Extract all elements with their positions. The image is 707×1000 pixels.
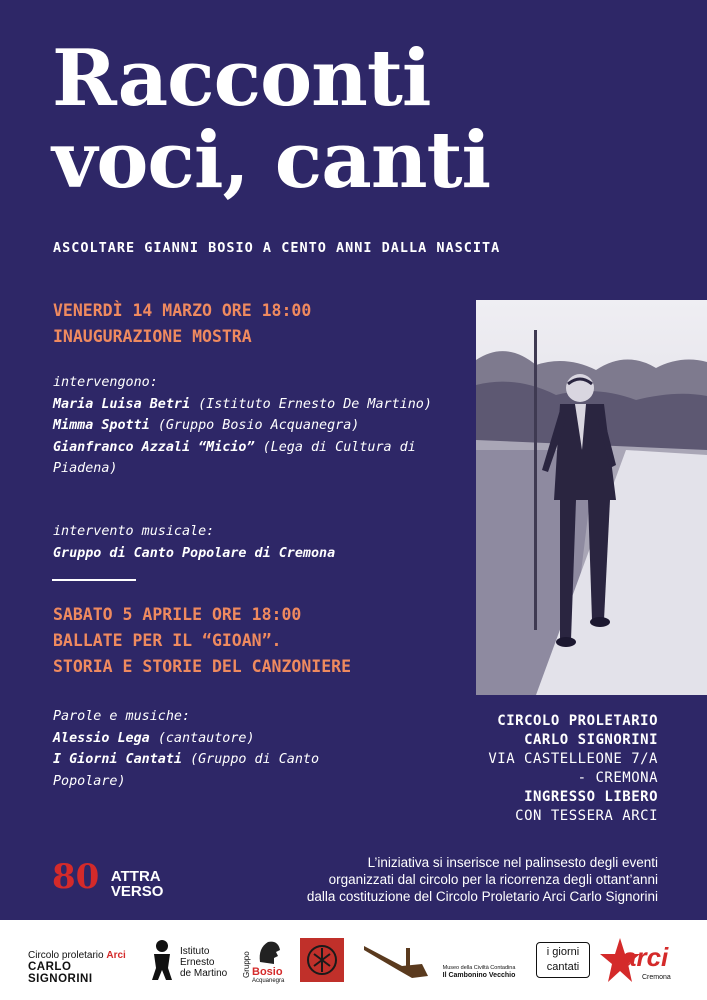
emblem-icon bbox=[300, 938, 344, 982]
initiative-line-2: organizzati dal circolo per la ricorrenza degli ottant’anni bbox=[328, 872, 658, 887]
event1-heading bbox=[53, 298, 311, 350]
sponsor-museo-1: Museo della Civiltà Contadina bbox=[442, 965, 516, 971]
sponsor-istituto-3: de Martino bbox=[180, 968, 228, 979]
speaker-affiliation: (Gruppo Bosio Acquanegra) bbox=[157, 418, 360, 433]
event2-line2: BALLATE PER IL “GIOAN”. bbox=[53, 631, 282, 650]
title-line-1: Racconti bbox=[52, 33, 431, 124]
entry-condition: CON TESSERA ARCI bbox=[515, 808, 658, 824]
venue-info bbox=[470, 712, 658, 826]
venue-line-1: CIRCOLO PROLETARIO bbox=[497, 713, 658, 729]
venue-city: - CREMONA bbox=[577, 770, 658, 786]
event2-line3: STORIA E STORIE DEL CANZONIERE bbox=[53, 657, 352, 676]
speaker-item bbox=[53, 394, 473, 416]
sponsor-gruppo-label: Gruppo bbox=[242, 951, 251, 978]
sponsor-strip bbox=[0, 920, 707, 1000]
sponsor-circolo-top: Circolo proletario bbox=[28, 950, 104, 961]
logo-80-line1: ATTRA bbox=[110, 867, 161, 885]
entry-free: INGRESSO LIBERO bbox=[524, 789, 658, 805]
performer-item bbox=[53, 749, 393, 792]
sponsor-gruppo-bosio bbox=[242, 938, 290, 984]
sponsor-arci-cremona bbox=[600, 936, 680, 986]
sponsor-istituto-de-martino bbox=[148, 938, 176, 987]
performer-name: Alessio Lega bbox=[53, 730, 150, 746]
face-profile-icon bbox=[254, 938, 284, 966]
title-line-2: voci, canti bbox=[52, 115, 491, 206]
sponsor-arci-label: arci bbox=[622, 942, 669, 972]
logo-80-number: 80 bbox=[52, 857, 100, 897]
speaker-name: Mimma Spotti bbox=[53, 418, 150, 433]
speakers-intro: intervengono: bbox=[53, 375, 158, 390]
performer-name: I Giorni Cantati bbox=[53, 752, 182, 767]
initiative-text bbox=[250, 854, 658, 905]
event2-performers bbox=[53, 706, 393, 792]
speaker-name: Maria Luisa Betri bbox=[53, 396, 191, 412]
sponsor-giorni-2: cantati bbox=[546, 961, 580, 973]
sponsor-bosio-label: Bosio bbox=[252, 966, 283, 978]
sponsor-istituto-1: Istituto bbox=[180, 946, 210, 957]
logo-80-attraverso bbox=[52, 857, 163, 899]
poster-title bbox=[52, 33, 491, 206]
sponsor-circolo-arci: Arci bbox=[106, 950, 126, 961]
sponsor-arci-cremona-label: Cremona bbox=[642, 974, 671, 981]
photo-gianni-bosio bbox=[476, 300, 707, 695]
figure-icon bbox=[148, 938, 176, 982]
speaker-affiliation: (Lega di Cultura di Piadena) bbox=[53, 439, 416, 476]
music-performer: Gruppo di Canto Popolare di Cremona bbox=[53, 545, 336, 561]
music-intro: intervento musicale: bbox=[53, 524, 215, 539]
initiative-line-3: dalla costituzione del Circolo Proletario Arci Carlo Signorini bbox=[306, 889, 658, 904]
speaker-affiliation: (Istituto Ernesto De Martino) bbox=[198, 396, 432, 412]
sponsor-giorni-cantati bbox=[536, 942, 590, 978]
speaker-item bbox=[53, 415, 473, 437]
venue-line-2: CARLO SIGNORINI bbox=[524, 732, 658, 748]
subtitle: ASCOLTARE GIANNI BOSIO A CENTO ANNI DALLA NASCITA bbox=[53, 240, 501, 256]
venue-address: VIA CASTELLEONE 7/A bbox=[488, 751, 658, 767]
initiative-line-1: L’iniziativa si inserisce nel palinsesto degli eventi bbox=[367, 855, 658, 870]
sponsor-istituto-2: Ernesto bbox=[180, 957, 215, 968]
performer-affiliation: (Gruppo di Canto Popolare) bbox=[53, 752, 320, 789]
sponsor-museo-text bbox=[438, 964, 520, 980]
logo-80-line2: VERSO bbox=[110, 882, 164, 900]
event1-date: VENERDÌ 14 MARZO ORE 18:00 bbox=[53, 301, 312, 320]
event2-heading bbox=[53, 602, 351, 680]
divider bbox=[52, 579, 136, 581]
speaker-item bbox=[53, 437, 473, 480]
performers-intro: Parole e musiche: bbox=[53, 709, 191, 724]
event1-name: INAUGURAZIONE MOSTRA bbox=[53, 327, 252, 346]
sponsor-giorni-1: i giorni bbox=[546, 946, 580, 958]
event1-speakers bbox=[53, 372, 473, 480]
sponsor-acquanegra-label: Acquanegra bbox=[252, 978, 285, 984]
sponsor-circolo-signorini bbox=[28, 950, 138, 985]
sponsor-cambonino bbox=[362, 938, 432, 987]
sponsor-circolo-name: CARLO SIGNORINI bbox=[28, 961, 93, 985]
event1-music bbox=[53, 521, 473, 564]
speaker-name: Gianfranco Azzali “Micio” bbox=[53, 439, 255, 455]
sponsor-istituto-text bbox=[180, 946, 227, 979]
performer-item bbox=[53, 728, 393, 750]
sponsor-red-emblem bbox=[300, 938, 344, 982]
sponsor-museo-2: Il Cambonino Vecchio bbox=[442, 972, 516, 979]
plough-icon bbox=[362, 938, 432, 982]
event2-date: SABATO 5 APRILE ORE 18:00 bbox=[53, 605, 302, 624]
performer-affiliation: (cantautore) bbox=[157, 730, 255, 746]
